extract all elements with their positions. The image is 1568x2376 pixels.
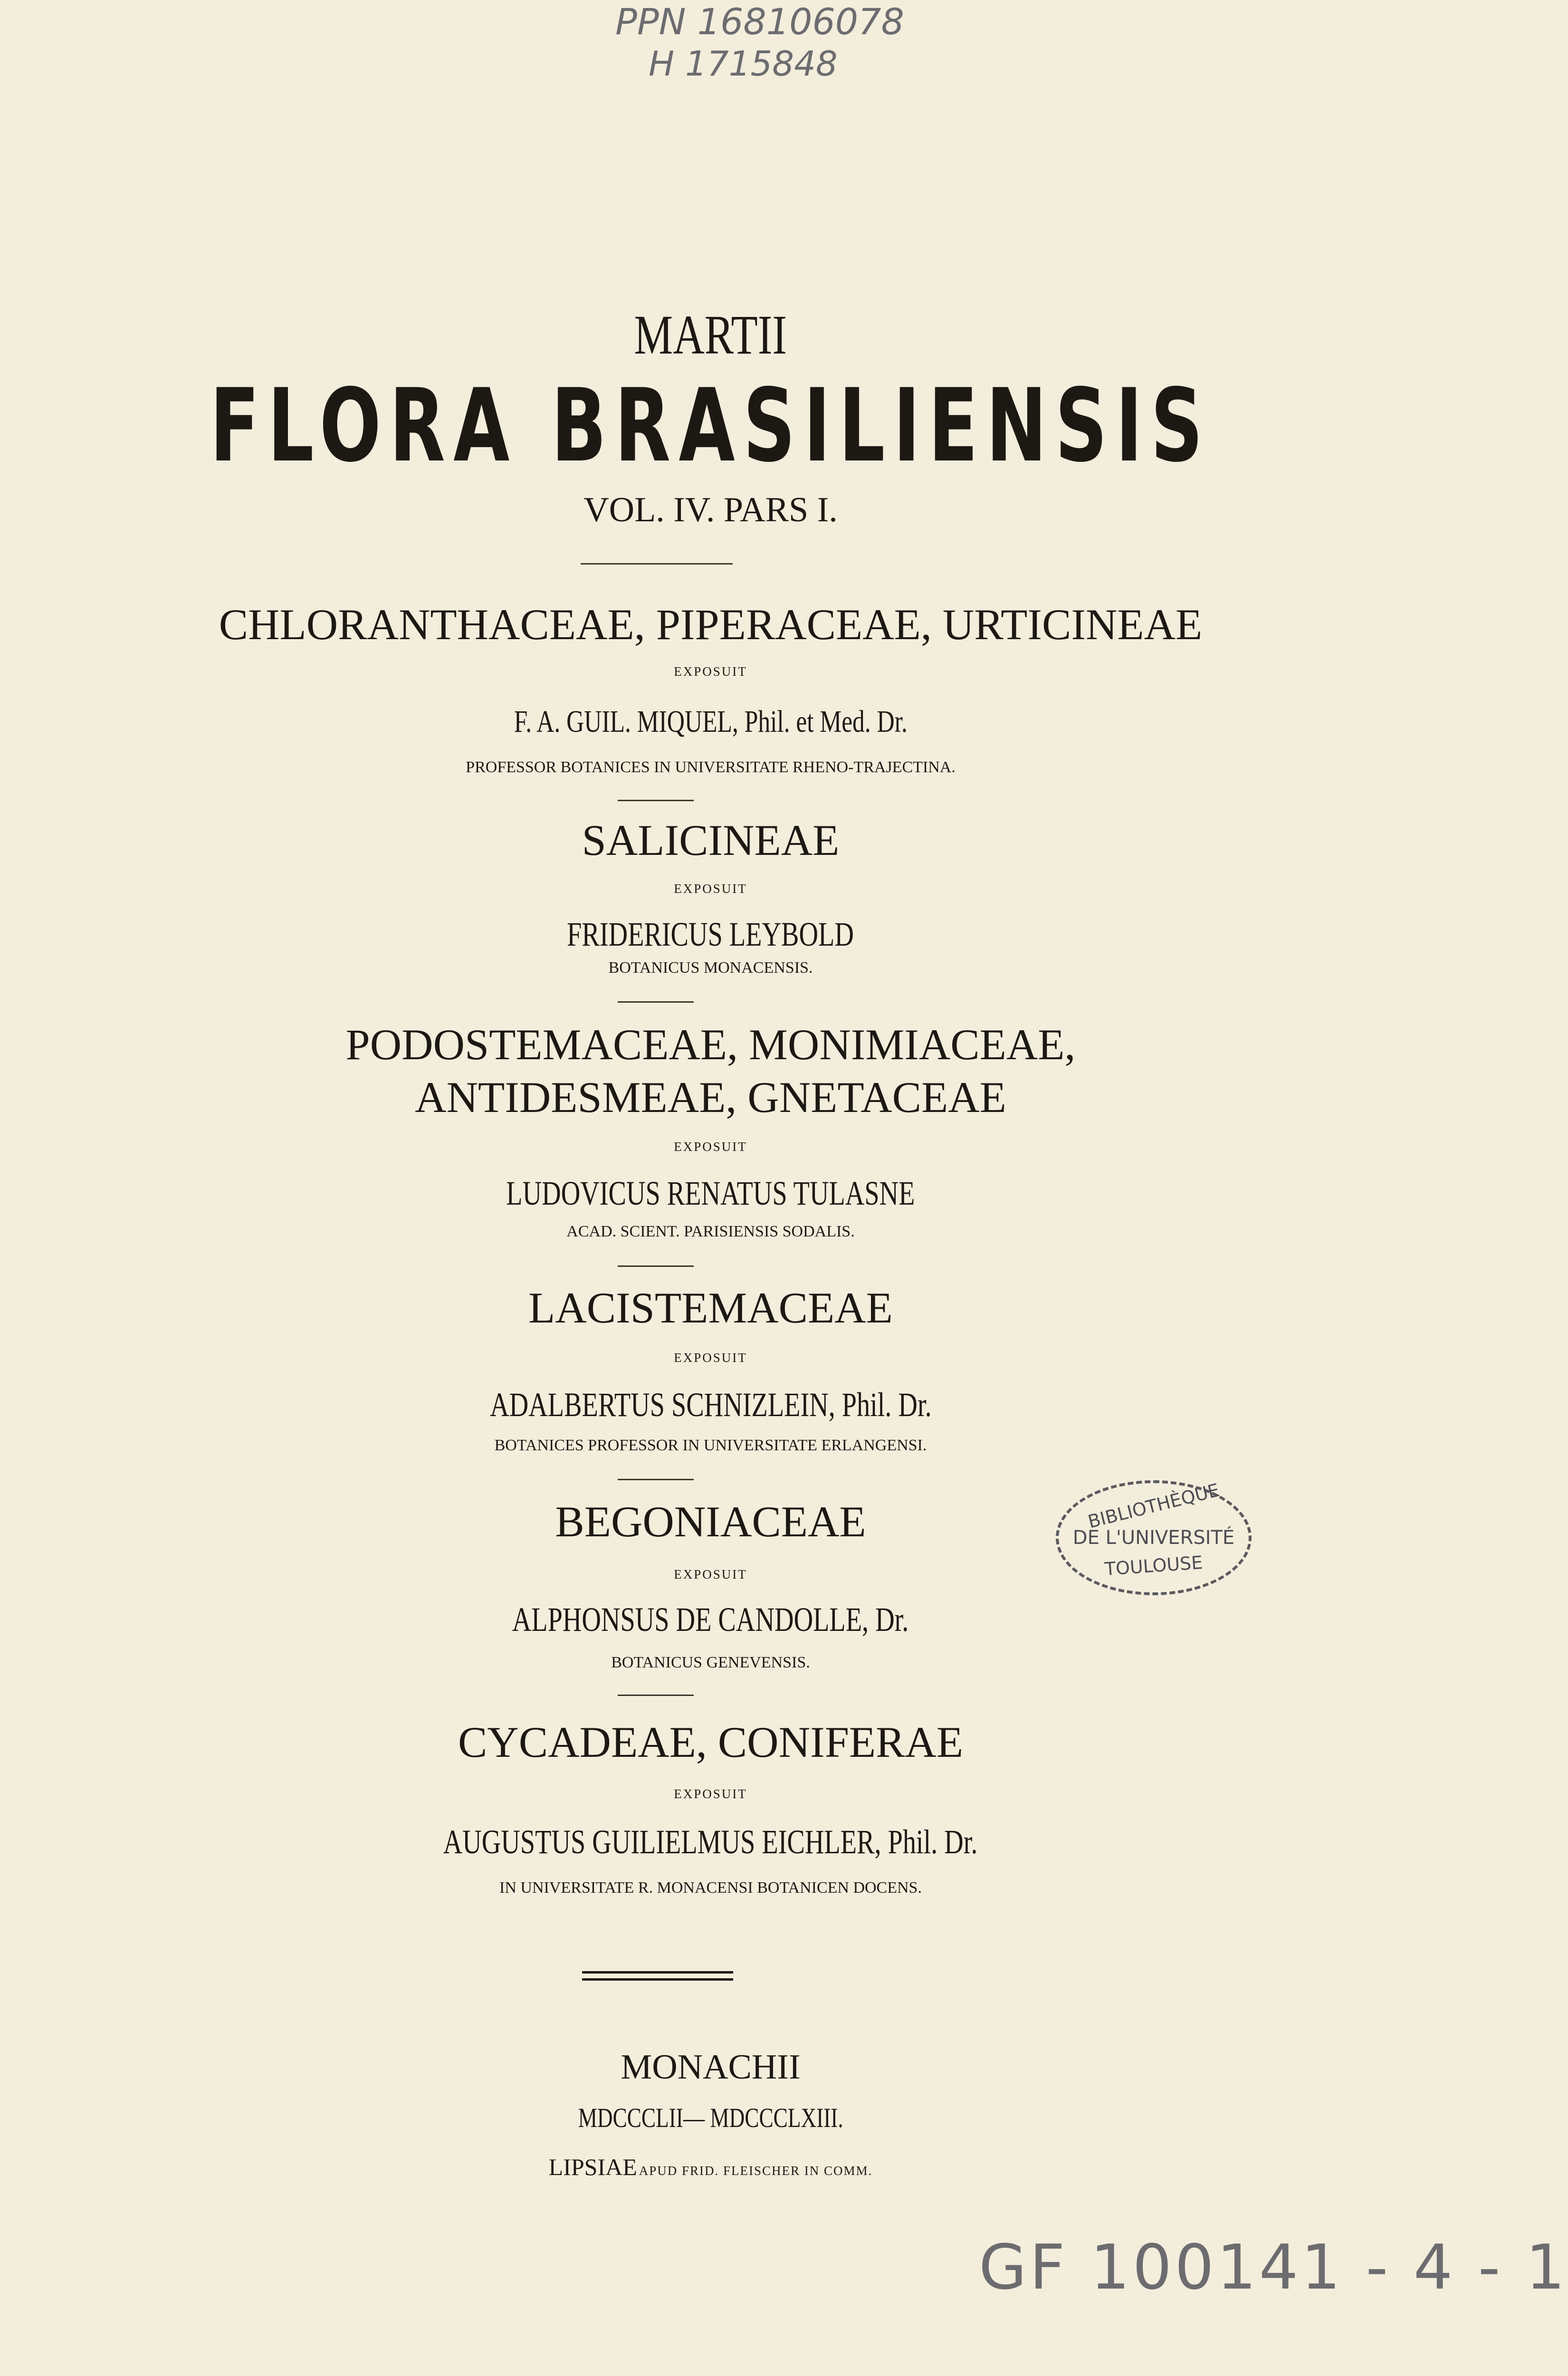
divider [618, 1001, 694, 1003]
library-stamp [1056, 1480, 1252, 1595]
imprint-city: MONACHII [621, 2048, 801, 2087]
imprint-years: MDCCCLII— MDCCCLXIII. [578, 2102, 843, 2133]
imprint-publisher [0, 2155, 1421, 2179]
double-rule-bottom [582, 1978, 733, 1981]
stamp-line: DE L'UNIVERSITÉ [1072, 1527, 1235, 1549]
divider [618, 800, 694, 801]
volume-line: VOL. IV. PARS I. [583, 490, 838, 529]
exposuit-label: EXPOSUIT [674, 881, 747, 896]
stamp-line: BIBLIOTHÈQUE [1086, 1479, 1222, 1533]
catalogue-note-h: H 1715848 [649, 44, 838, 84]
exposuit-label: EXPOSUIT [674, 1787, 747, 1801]
families-heading: BEGONIACEAE [555, 1497, 866, 1546]
author-name: F. A. GUIL. MIQUEL, Phil. et Med. Dr. [514, 704, 908, 739]
double-rule-top [582, 1971, 733, 1974]
exposuit-label: EXPOSUIT [674, 664, 747, 679]
stamp-line: TOULOUSE [1104, 1552, 1204, 1580]
catalogue-note-ppn: PPN 168106078 [615, 0, 904, 43]
author-affiliation: PROFESSOR BOTANICES IN UNIVERSITATE RHENO-TRAJECTINA. [466, 758, 956, 776]
author-name: FRIDERICUS LEYBOLD [567, 915, 854, 953]
main-title: FLORA BRASILIENSIS [210, 367, 1212, 484]
author-name: ALPHONSUS DE CANDOLLE, Dr. [512, 1600, 909, 1638]
author-affiliation: BOTANICUS MONACENSIS. [608, 959, 813, 977]
families-heading: CYCADEAE, CONIFERAE [458, 1718, 964, 1766]
families-heading: SALICINEAE [582, 816, 840, 864]
author-name: AUGUSTUS GUILIELMUS EICHLER, Phil. Dr. [443, 1823, 978, 1861]
families-heading: CHLORANTHACEAE, PIPERACEAE, URTICINEAE [219, 600, 1203, 649]
exposuit-label: EXPOSUIT [674, 1140, 747, 1154]
shelfmark-note: GF 100141 - 4 - 1 [979, 2231, 1568, 2303]
author-name: LUDOVICUS RENATUS TULASNE [506, 1174, 915, 1212]
author-name: ADALBERTUS SCHNIZLEIN, Phil. Dr. [489, 1386, 932, 1424]
author-affiliation: BOTANICES PROFESSOR IN UNIVERSITATE ERLANGENSI. [494, 1437, 927, 1454]
imprint-publisher-name: APUD FRID. FLEISCHER IN COMM. [639, 2164, 873, 2178]
exposuit-label: EXPOSUIT [674, 1351, 747, 1365]
families-heading: LACISTEMACEAE [528, 1284, 893, 1332]
exposuit-label: EXPOSUIT [674, 1567, 747, 1581]
divider [581, 563, 733, 565]
divider [618, 1695, 694, 1696]
author-heading: MARTII [634, 304, 787, 366]
families-heading: PODOSTEMACEAE, MONIMIACEAE, [345, 1020, 1076, 1069]
author-affiliation: ACAD. SCIENT. PARISIENSIS SODALIS. [566, 1223, 855, 1240]
divider [618, 1265, 694, 1267]
divider [618, 1479, 694, 1480]
author-affiliation: BOTANICUS GENEVENSIS. [611, 1654, 810, 1671]
families-heading: ANTIDESMEAE, GNETACEAE [415, 1073, 1006, 1121]
author-affiliation: IN UNIVERSITATE R. MONACENSI BOTANICEN DOCENS. [499, 1879, 922, 1897]
imprint-publisher-city: LIPSIAE [548, 2154, 637, 2180]
